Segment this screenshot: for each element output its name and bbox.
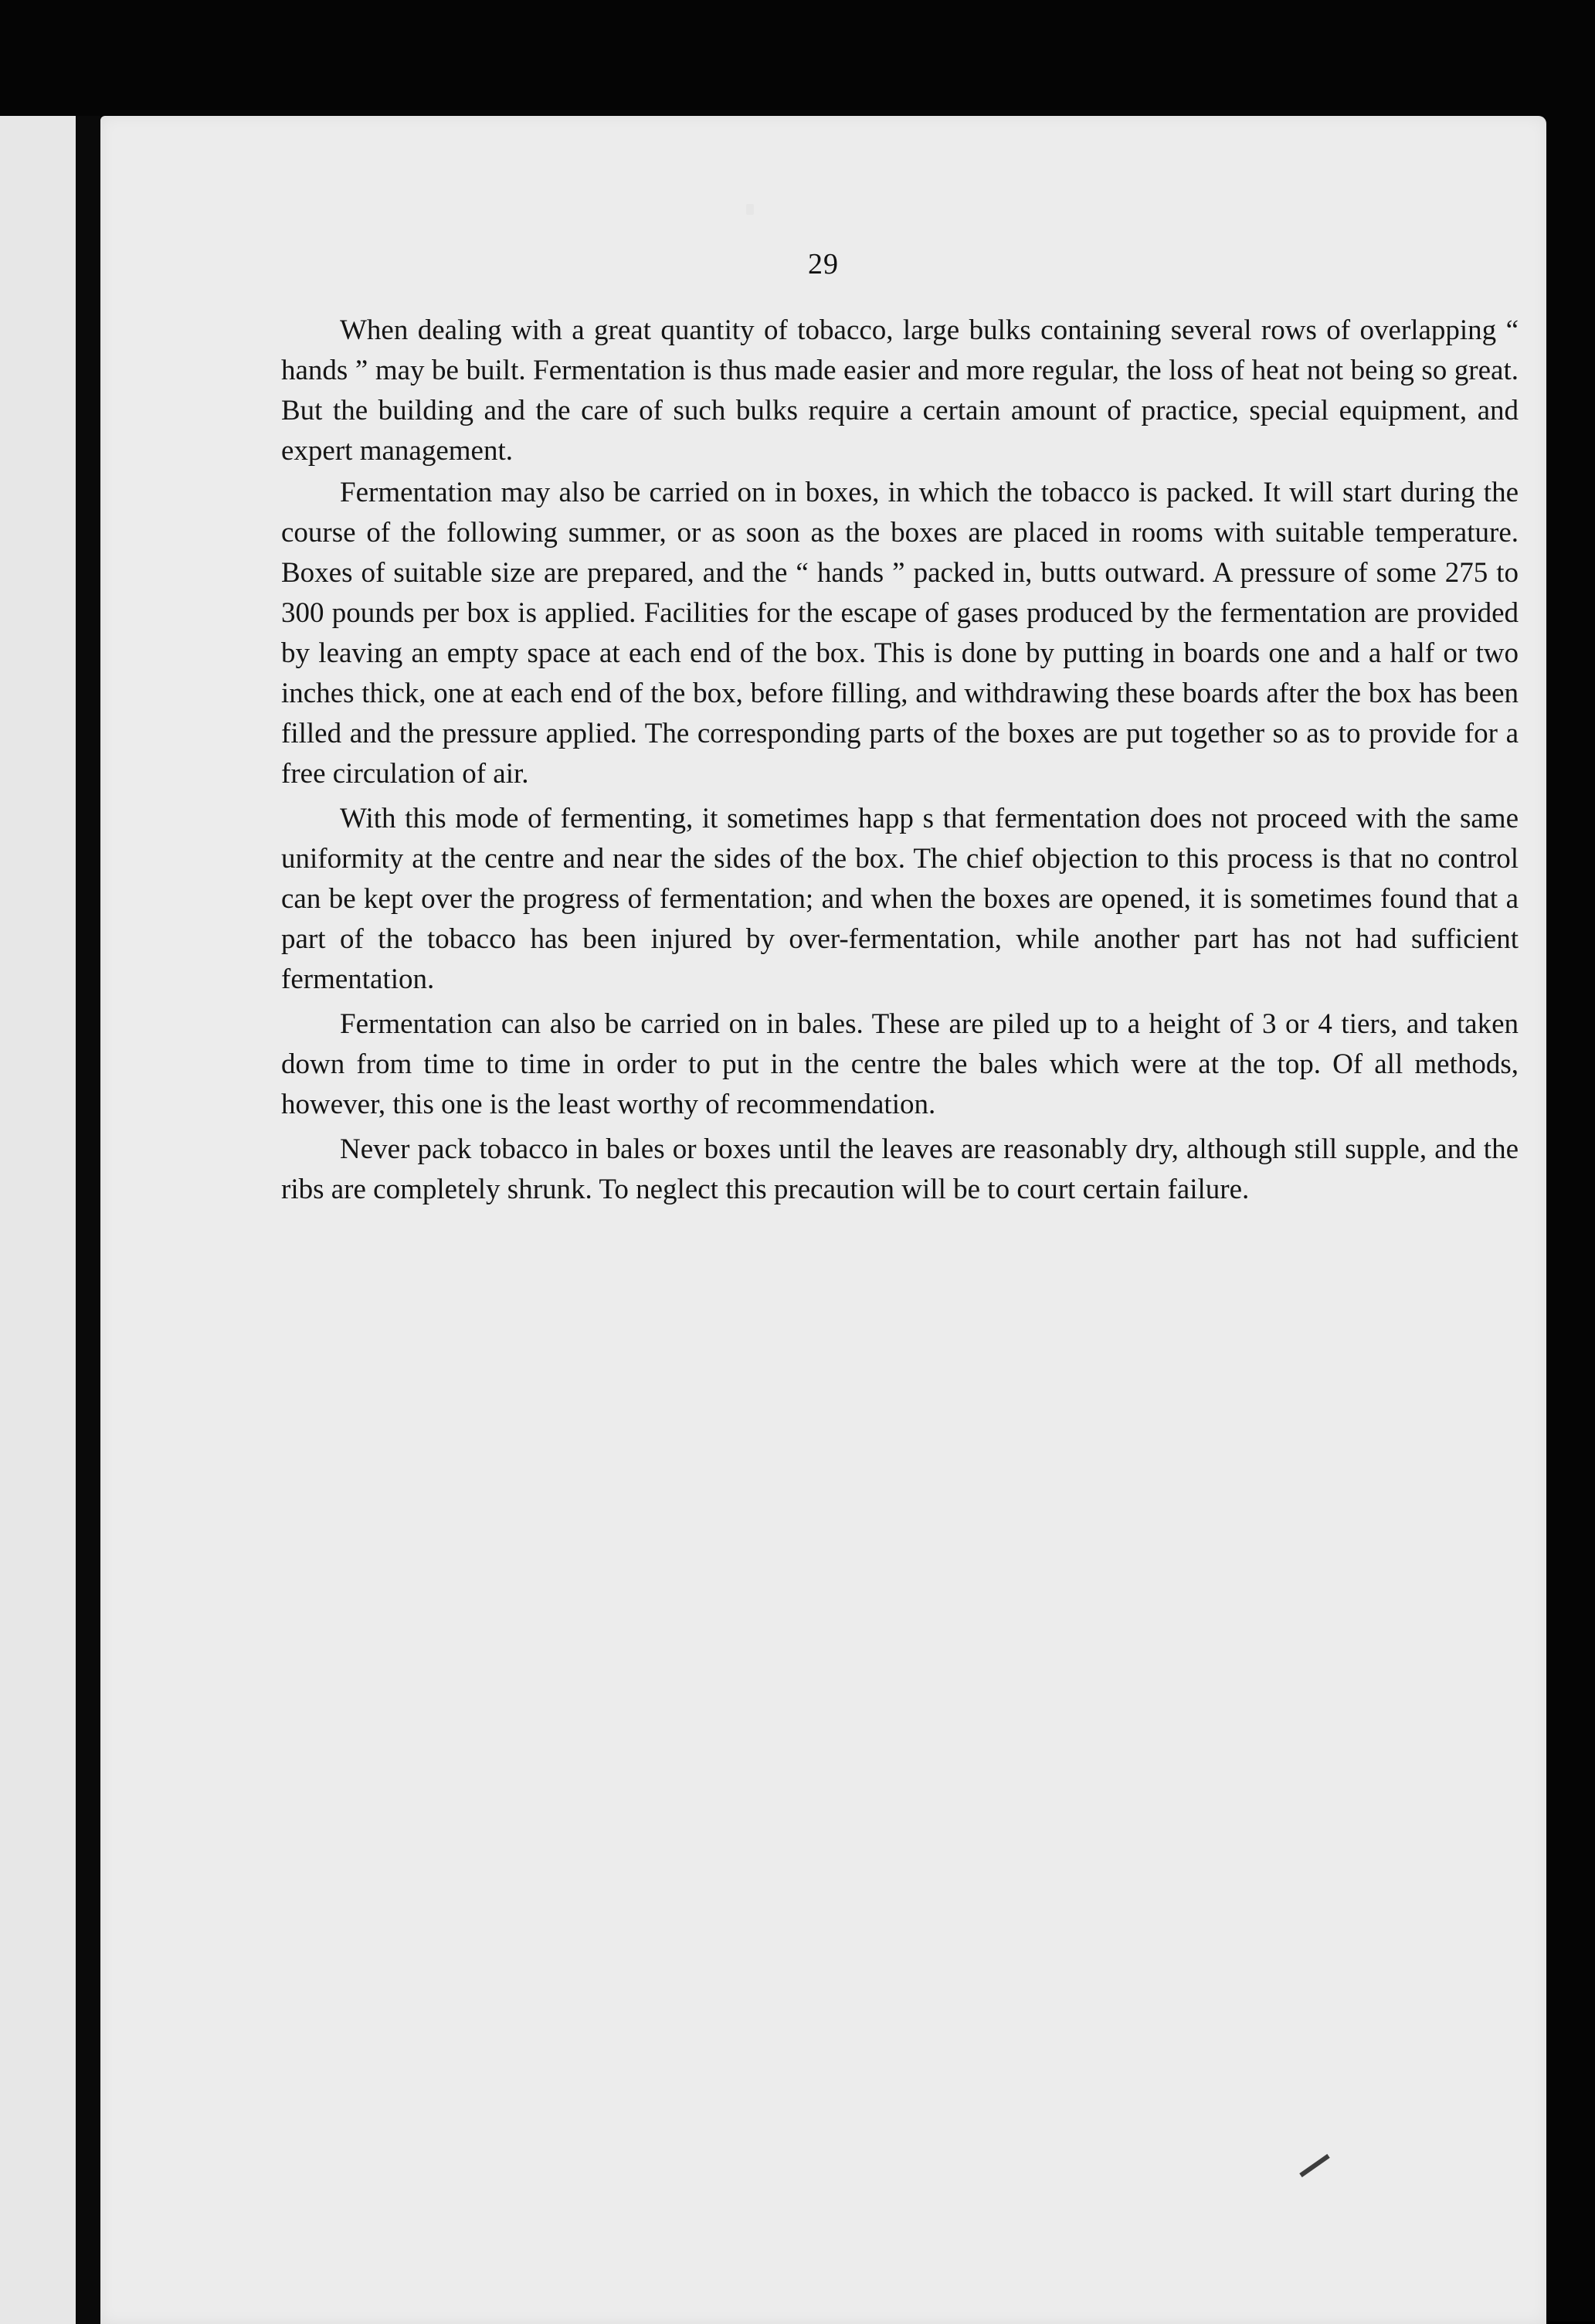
document-page [100,116,1546,2324]
scan-speck [746,204,754,215]
paragraph-boxes: Fermentation may also be carried on in boxes, in which the tobacco is packed. It will start during the course of the following summer, or as soon as the boxes are placed in rooms with suitable temperature. Boxes of suitable size are prepared, and the “ hands ” packed in, butts outward. A pressure of some 275 to 300 pounds per box is applied. Facilities for the escape of gases produced by the fermentation are provided by leaving an empty space at each end of the box. This is done by putting in boards one and a half or two inches thick, one at each end of the box, before filling, and withdrawing these boards after the box has been filled and the pressure applied. The corresponding parts of the boxes are put together so as to provide for a free circulation of air. [281,477,1519,790]
page-gutter [76,116,100,2324]
page-number: 29 [808,248,839,280]
paragraph-box-objection: With this mode of fermenting, it sometimes happ s that fermentation does not proceed with the same uniformity at the centre and near the sides of the box. The chief objection to this process is that no control can be kept over the progress of fermentation; and when the boxes are opened, it is sometimes found that a part of the tobacco has been injured by over-fermentation, while another part has not had sufficient fermentation. [281,803,1519,995]
paragraph-caution: Never pack tobacco in bales or boxes until the leaves are reasonably dry, although still supple, and the ribs are completely shrunk. To neglect this precaution will be to court certain failure. [281,1133,1519,1205]
paragraph-bales: Fermentation can also be carried on in bales. These are piled up to a height of 3 or 4 tiers, and taken down from time to time in order to put in the centre the bales which were at the top. Of all methods, however, this one is the least worthy of recommendation. [281,1008,1519,1120]
body-text [281,311,1519,1210]
facing-page-edge [0,116,76,2324]
paragraph-bulks: When dealing with a great quantity of tobacco, large bulks containing several rows of overlapping “ hands ” may be built. Fermentation is thus made easier and more regular, the loss of heat not being so great. But the building and the care of such bulks require a certain amount of practice, special equipment, and expert management. [281,314,1519,467]
